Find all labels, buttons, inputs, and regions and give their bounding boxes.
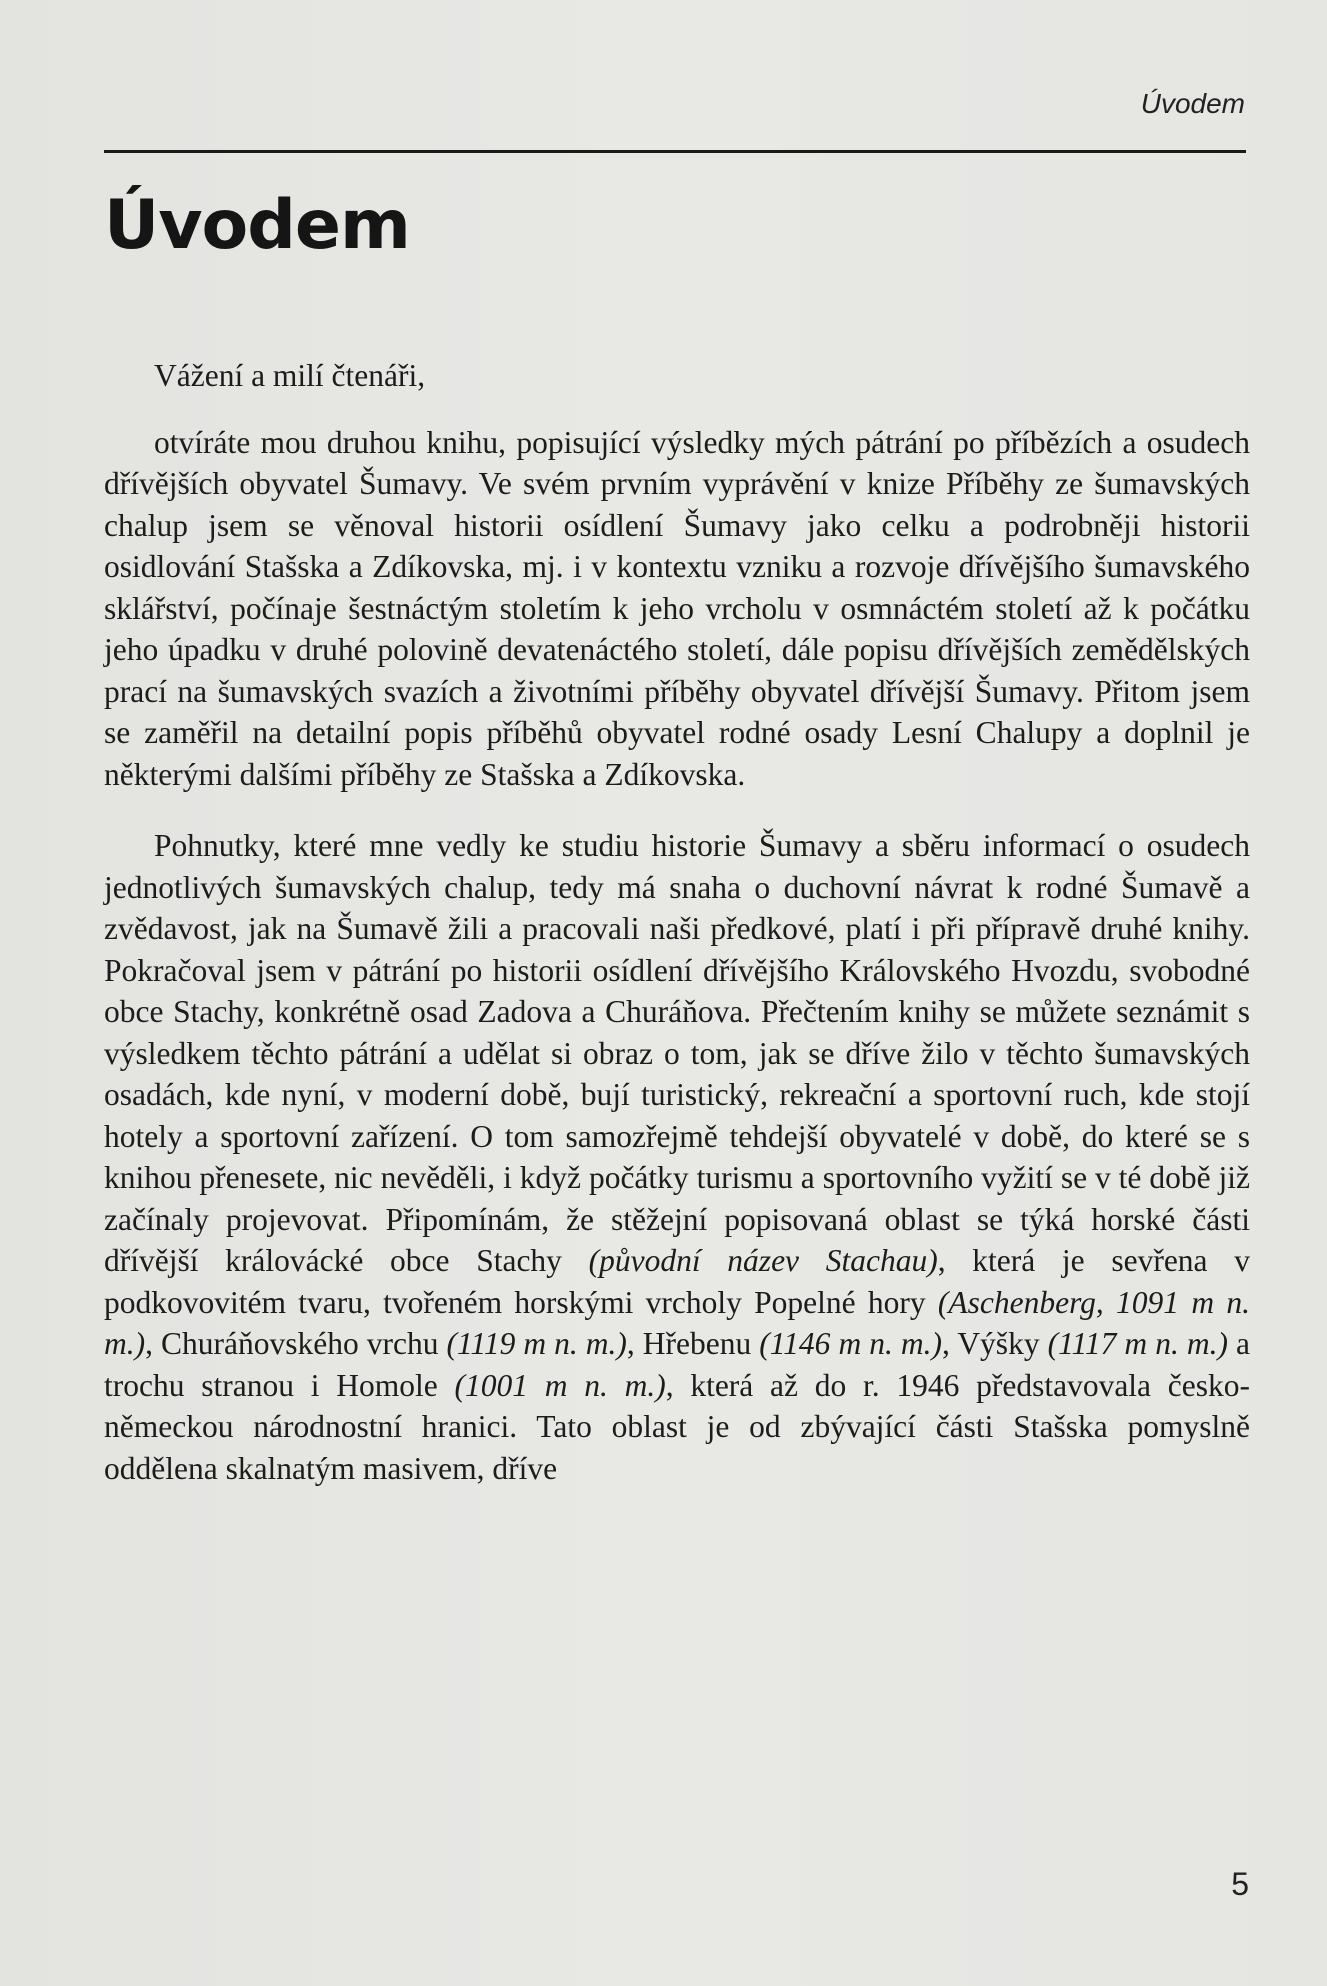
paragraph-2-text-3: , Churáňovského vrchu — [145, 1326, 447, 1361]
header-rule — [104, 150, 1246, 153]
paragraph-1: otvíráte mou druhou knihu, popisující výsledky mých pátrání po příbězích a osudech dřívějších obyvatel Šumavy. Ve svém prvním vyprávění v knize Příběhy ze šumavských chalup jsem se věnoval historii osídlení Šumavy jako celku a podrobněji historii osidlování Stašska a Zdíkovska, mj. i v kontextu vzniku a rozvoje dřívějšího šumavského sklářství, počínaje šestnáctým stoletím k jeho vrcholu v osmnáctém století až k počátku jeho úpadku v druhé polovině devatenáctého století, dále popisu dřívějších zemědělských prací na šumavských svazích a životními příběhy obyvatel dřívější Šumavy. Přitom jsem se zaměřil na detailní popis příběhů obyvatel rodné osady Lesní Chalupy a doplnil je některými dalšími příběhy ze Stašska a Zdíkovska. — [104, 424, 1250, 792]
paragraph-2-text-4: , Hřebenu — [626, 1326, 760, 1361]
paragraph-2-text-6: a trochu stranou i Homole — [104, 1326, 1250, 1403]
paragraph-2-text-2: , která je sevřena v podkovovitém tvaru, tvořeném horskými vrcholy Popelné hory — [104, 1243, 1250, 1320]
paragraph-2-italic-churanov: (1119 m n. m.) — [446, 1326, 627, 1361]
paragraph-2-italic-hreben: (1146 m n. m.) — [759, 1326, 942, 1361]
paragraph-2-italic-popelna-hora: (Aschenberg, 1091 m n. m.) — [104, 1284, 1250, 1361]
paragraph-2-text-1: Pohnutky, které mne vedly ke studiu historie Šumavy a sběru informací o osudech jednotlivých šumavských chalup, tedy má snaha o duchovní návrat k rodné Šumavě a zvědavost, jak na Šumavě žili a pracovali naši předkové, platí i při přípravě druhé knihy. Pokračoval jsem v pátrání po historii osídlení dřívějšího Královského Hvozdu, svobodné obce Stachy, konkrétně osad Zadova a Churáňova. Přečtením knihy se můžete seznámit s výsledkem těchto pátrání a udělat si obraz o tom, jak se dříve žilo v těchto šumavských osadách, kde nyní, v moderní době, bují turistický, rekreační a sportovní ruch, kde stojí hotely a sportovní zařízení. O tom samozřejmě tehdejší obyvatelé v době, do které se s knihou přenesete, nic nevěděli, i když počátky turismu a sportovního vyžití se v té době již začínaly projevovat. Připomínám, že stěžejní popisovaná oblast se týká horské části dřívější královácké obce Stachy — [104, 828, 1250, 1278]
paragraph-2-italic-homole: (1001 m n. m.) — [454, 1367, 666, 1403]
paragraph-2-text-5: , Výšky — [941, 1326, 1048, 1361]
paragraph-2-text-7: , která až do r. 1946 představovala česko-německou národnostní hranici. Tato oblast je od zbývající části Stašska pomyslně oddělena skalnatým masivem, dříve — [104, 1367, 1250, 1486]
body-text — [104, 355, 1250, 1489]
paragraph-2-italic-original-name: (původní název Stachau) — [588, 1243, 938, 1278]
running-head: Úvodem — [1140, 88, 1245, 119]
page-number: 5 — [1231, 1866, 1249, 1902]
chapter-title: Úvodem — [104, 186, 410, 265]
paragraph-2-italic-vysky: (1117 m n. m.) — [1047, 1326, 1228, 1361]
salutation: Vážení a milí čtenáři, — [154, 358, 426, 393]
paragraph-2 — [104, 825, 1250, 1489]
